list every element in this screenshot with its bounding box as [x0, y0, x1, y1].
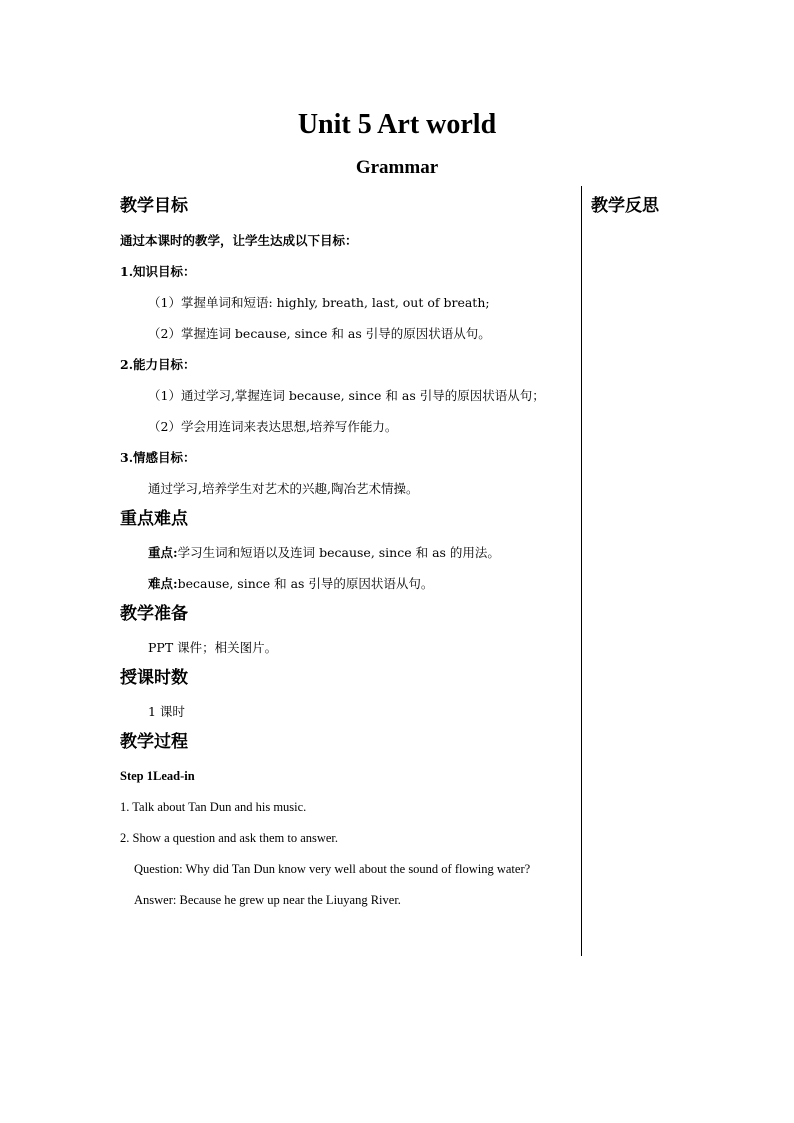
knowledge-objectives-heading: 1.知识目标：	[120, 264, 196, 279]
step1-title: Step 1Lead-in	[120, 769, 195, 783]
periods-heading: 授课时数	[120, 668, 188, 688]
answer-text: Answer: Because he grew up near the Liuyang River.	[134, 893, 401, 907]
focus-text: 学习生词和短语以及连词 because, since 和 as 的用法。	[177, 545, 500, 560]
process-item: 2. Show a question and ask them to answer.	[120, 831, 339, 845]
emotion-objective-text: 通过学习,培养学生对艺术的兴趣,陶冶艺术情操。	[148, 481, 419, 496]
reflection-column	[591, 194, 771, 218]
question-text: Question: Why did Tan Dun know very well about the sound of flowing water?	[134, 862, 531, 876]
page-subtitle: Grammar	[355, 157, 439, 178]
ability-objective-item: （2）学会用连词来表达思想,培养写作能力。	[148, 419, 398, 434]
periods-text: 1 课时	[148, 704, 185, 719]
difficulty-point	[120, 576, 575, 592]
preparation-heading: 教学准备	[120, 604, 188, 624]
ability-objective-item: （1）通过学习,掌握连词 because, since 和 as 引导的原因状语从句；	[148, 388, 545, 403]
ability-objectives-heading: 2.能力目标：	[120, 357, 196, 372]
page-title: Unit 5 Art world	[297, 109, 497, 140]
emotion-objectives-heading: 3.情感目标：	[120, 450, 196, 465]
difficulty-text: because, since 和 as 引导的原因状语从句。	[177, 576, 434, 591]
difficulty-label: 难点:	[148, 576, 178, 591]
objectives-intro: 通过本课时的教学，让学生达成以下目标：	[120, 233, 358, 248]
column-divider	[581, 186, 582, 956]
preparation-text: PPT 课件；相关图片。	[148, 640, 278, 655]
focus-point	[120, 545, 575, 561]
objectives-heading: 教学目标	[120, 196, 188, 216]
process-item: 1. Talk about Tan Dun and his music.	[120, 800, 307, 814]
knowledge-objective-item: （2）掌握连词 because, since 和 as 引导的原因状语从句。	[148, 326, 491, 341]
key-points-heading: 重点难点	[120, 509, 188, 529]
focus-label: 重点:	[148, 545, 178, 560]
lesson-plan-column	[120, 194, 575, 908]
process-heading: 教学过程	[120, 732, 188, 752]
knowledge-objective-item: （1）掌握单词和短语: highly, breath, last, out of breath;	[148, 295, 490, 310]
reflection-heading: 教学反思	[591, 196, 659, 216]
